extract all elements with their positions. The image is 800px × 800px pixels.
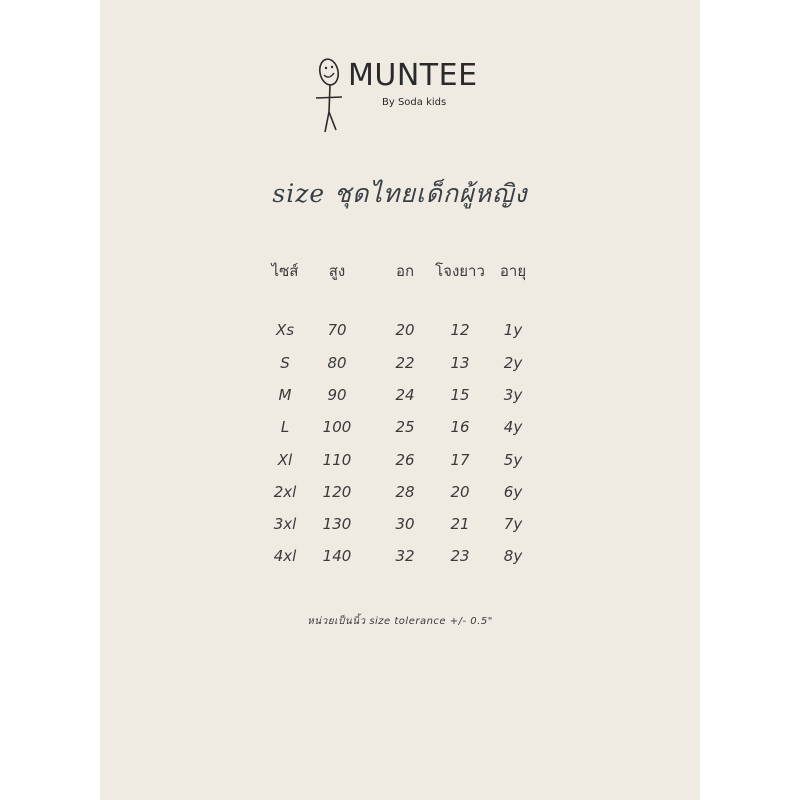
table-cell: Xl bbox=[277, 451, 293, 469]
table-cell: 26 bbox=[395, 451, 415, 469]
table-cell: 8y bbox=[503, 547, 523, 565]
table-cell: S bbox=[280, 354, 290, 372]
brand-tagline: By Soda kids bbox=[382, 97, 447, 108]
table-cell: 30 bbox=[395, 515, 415, 533]
table-cell: 130 bbox=[322, 515, 352, 533]
table-cell: 90 bbox=[327, 386, 347, 404]
table-cell: 4y bbox=[503, 418, 523, 436]
table-cell: 4xl bbox=[273, 547, 297, 565]
table-cell: 110 bbox=[322, 451, 352, 469]
table-cell: 17 bbox=[450, 451, 470, 469]
table-cell: 1y bbox=[503, 321, 523, 339]
table-cell: 140 bbox=[322, 547, 352, 565]
table-cell: 120 bbox=[322, 483, 352, 501]
table-cell: L bbox=[280, 418, 290, 436]
header-height: สูง bbox=[328, 262, 346, 280]
table-cell: 5y bbox=[503, 451, 523, 469]
chart-title: size ชุดไทยเด็กผู้หญิง bbox=[272, 179, 528, 208]
table-cell: 2y bbox=[503, 354, 523, 372]
table-cell: 7y bbox=[503, 515, 523, 533]
table-cell: 2xl bbox=[273, 483, 297, 501]
brand-name: MUNTEE bbox=[348, 58, 478, 93]
table-cell: 22 bbox=[395, 354, 415, 372]
table-cell: 24 bbox=[395, 386, 415, 404]
table-cell: 13 bbox=[450, 354, 470, 372]
header-chest: อก bbox=[395, 262, 415, 280]
table-cell: 70 bbox=[327, 321, 347, 339]
unit-note: หน่วยเป็นนิ้ว size tolerance +/- 0.5" bbox=[307, 616, 493, 627]
table-cell: 3xl bbox=[273, 515, 297, 533]
table-cell: 100 bbox=[322, 418, 352, 436]
table-cell: 15 bbox=[450, 386, 470, 404]
table-cell: 20 bbox=[395, 321, 415, 339]
table-cell: 21 bbox=[450, 515, 470, 533]
table-cell: Xs bbox=[275, 321, 295, 339]
header-pants-length: โจงยาว bbox=[435, 262, 485, 280]
table-cell: 28 bbox=[395, 483, 415, 501]
table-cell: 12 bbox=[450, 321, 470, 339]
table-cell: 23 bbox=[450, 547, 470, 565]
size-table bbox=[100, 0, 700, 800]
table-cell: 6y bbox=[503, 483, 523, 501]
table-cell: 20 bbox=[450, 483, 470, 501]
table-cell: M bbox=[278, 386, 292, 404]
header-size: ไซส์ bbox=[271, 262, 299, 280]
table-cell: 16 bbox=[450, 418, 470, 436]
table-cell: 32 bbox=[395, 547, 415, 565]
header-age: อายุ bbox=[499, 262, 527, 280]
size-chart-card bbox=[100, 0, 700, 800]
table-cell: 3y bbox=[503, 386, 523, 404]
table-cell: 80 bbox=[327, 354, 347, 372]
table-cell: 25 bbox=[395, 418, 415, 436]
